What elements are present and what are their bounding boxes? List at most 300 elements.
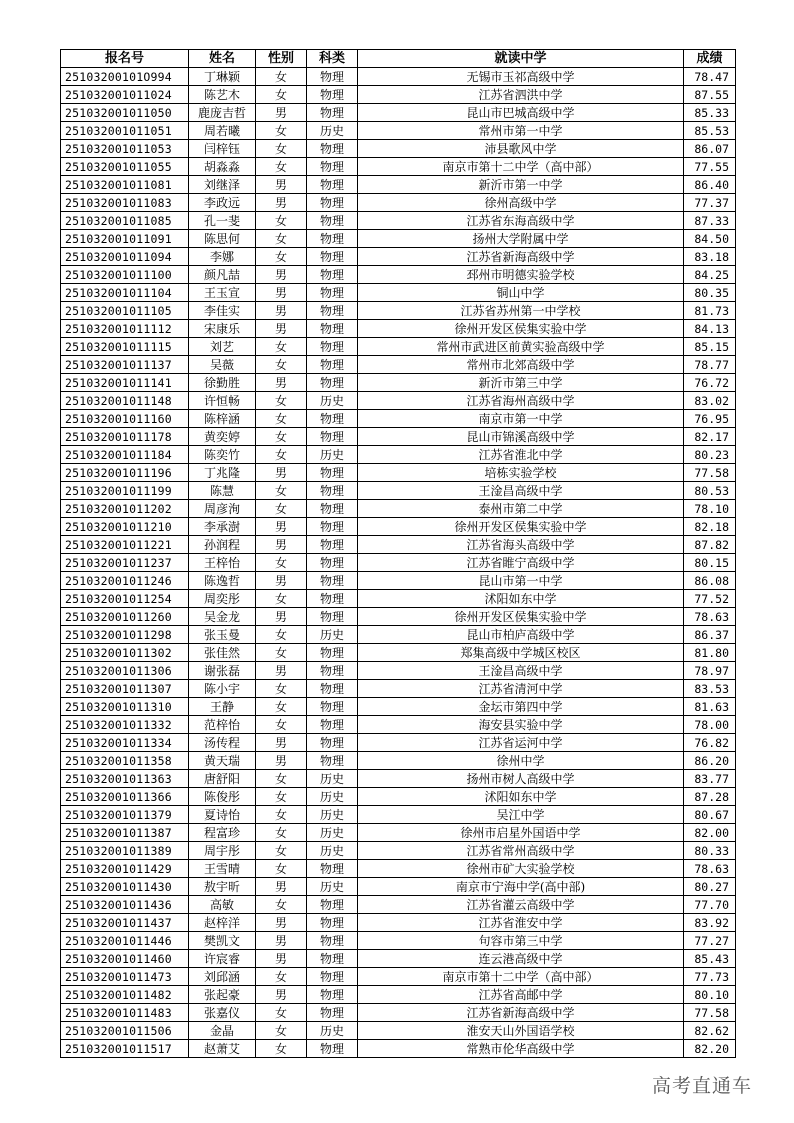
cell-score: 80.53 [684, 482, 736, 500]
cell-subject-track: 物理 [307, 356, 358, 374]
cell-score: 85.53 [684, 122, 736, 140]
cell-gender: 男 [256, 518, 307, 536]
table-row [61, 932, 736, 950]
cell-school: 常州市武进区前黄实验高级中学 [358, 338, 684, 356]
cell-name: 宋康乐 [189, 320, 256, 338]
cell-subject-track: 历史 [307, 806, 358, 824]
table-row [61, 1040, 736, 1058]
header-gender: 性别 [256, 50, 307, 68]
cell-subject-track: 物理 [307, 572, 358, 590]
cell-score: 85.43 [684, 950, 736, 968]
table-row [61, 86, 736, 104]
cell-registration-no: 251032001011446 [61, 932, 189, 950]
cell-score: 82.00 [684, 824, 736, 842]
cell-subject-track: 物理 [307, 932, 358, 950]
cell-name: 高敏 [189, 896, 256, 914]
cell-subject-track: 物理 [307, 302, 358, 320]
cell-school: 扬州市树人高级中学 [358, 770, 684, 788]
cell-subject-track: 物理 [307, 1004, 358, 1022]
table-row [61, 392, 736, 410]
cell-gender: 男 [256, 662, 307, 680]
table-row [61, 320, 736, 338]
cell-subject-track: 物理 [307, 68, 358, 86]
cell-gender: 女 [256, 968, 307, 986]
cell-registration-no: 251032001011332 [61, 716, 189, 734]
cell-gender: 女 [256, 482, 307, 500]
cell-name: 吴金龙 [189, 608, 256, 626]
cell-name: 唐舒阳 [189, 770, 256, 788]
cell-name: 敖宇昕 [189, 878, 256, 896]
table-row [61, 482, 736, 500]
cell-gender: 男 [256, 194, 307, 212]
cell-registration-no: 251032001011473 [61, 968, 189, 986]
cell-registration-no: 251032001011053 [61, 140, 189, 158]
cell-gender: 女 [256, 860, 307, 878]
cell-score: 83.53 [684, 680, 736, 698]
cell-gender: 男 [256, 104, 307, 122]
cell-score: 78.77 [684, 356, 736, 374]
cell-subject-track: 物理 [307, 464, 358, 482]
table-row [61, 536, 736, 554]
cell-school: 泰州市第二中学 [358, 500, 684, 518]
table-row [61, 716, 736, 734]
cell-subject-track: 物理 [307, 500, 358, 518]
cell-school: 常州市北郊高级中学 [358, 356, 684, 374]
table-row [61, 338, 736, 356]
cell-name: 陈奕竹 [189, 446, 256, 464]
cell-name: 樊凯文 [189, 932, 256, 950]
cell-school: 江苏省常州高级中学 [358, 842, 684, 860]
cell-gender: 男 [256, 464, 307, 482]
cell-registration-no: 251032001011148 [61, 392, 189, 410]
cell-school: 徐州中学 [358, 752, 684, 770]
cell-school: 扬州大学附属中学 [358, 230, 684, 248]
cell-name: 周若曦 [189, 122, 256, 140]
cell-school: 连云港高级中学 [358, 950, 684, 968]
table-row [61, 122, 736, 140]
table-row [61, 284, 736, 302]
cell-score: 82.20 [684, 1040, 736, 1058]
cell-registration-no: 251032001011298 [61, 626, 189, 644]
cell-name: 鹿庞吉哲 [189, 104, 256, 122]
cell-registration-no: 251032001011310 [61, 698, 189, 716]
cell-gender: 女 [256, 806, 307, 824]
cell-name: 陈梓涵 [189, 410, 256, 428]
cell-score: 78.97 [684, 662, 736, 680]
cell-gender: 女 [256, 500, 307, 518]
cell-gender: 女 [256, 716, 307, 734]
cell-score: 77.70 [684, 896, 736, 914]
table-row [61, 302, 736, 320]
table-row [61, 248, 736, 266]
cell-school: 句容市第三中学 [358, 932, 684, 950]
cell-score: 86.40 [684, 176, 736, 194]
cell-score: 82.62 [684, 1022, 736, 1040]
cell-school: 江苏省淮安中学 [358, 914, 684, 932]
cell-name: 许恒畅 [189, 392, 256, 410]
cell-gender: 女 [256, 590, 307, 608]
table-header-row [61, 50, 736, 68]
cell-score: 87.55 [684, 86, 736, 104]
cell-score: 86.20 [684, 752, 736, 770]
cell-name: 王玉宣 [189, 284, 256, 302]
cell-score: 77.55 [684, 158, 736, 176]
cell-subject-track: 物理 [307, 374, 358, 392]
cell-registration-no: 251032001011055 [61, 158, 189, 176]
cell-score: 77.58 [684, 1004, 736, 1022]
cell-name: 闫梓钰 [189, 140, 256, 158]
cell-subject-track: 物理 [307, 212, 358, 230]
cell-registration-no: 251032001011460 [61, 950, 189, 968]
cell-subject-track: 物理 [307, 194, 358, 212]
cell-school: 江苏省海头高级中学 [358, 536, 684, 554]
cell-school: 无锡市玉祁高级中学 [358, 68, 684, 86]
table-row [61, 68, 736, 86]
cell-subject-track: 物理 [307, 230, 358, 248]
cell-registration-no: 251032001011237 [61, 554, 189, 572]
cell-gender: 男 [256, 266, 307, 284]
cell-subject-track: 历史 [307, 842, 358, 860]
cell-gender: 女 [256, 86, 307, 104]
cell-school: 常州市第一中学 [358, 122, 684, 140]
cell-registration-no: 251032001011389 [61, 842, 189, 860]
cell-name: 周奕彤 [189, 590, 256, 608]
cell-score: 81.80 [684, 644, 736, 662]
table-row [61, 644, 736, 662]
table-row [61, 140, 736, 158]
cell-school: 江苏省运河中学 [358, 734, 684, 752]
cell-gender: 女 [256, 770, 307, 788]
cell-name: 丁琳颖 [189, 68, 256, 86]
cell-gender: 女 [256, 230, 307, 248]
cell-gender: 女 [256, 68, 307, 86]
cell-subject-track: 物理 [307, 158, 358, 176]
table-row [61, 464, 736, 482]
table-row [61, 410, 736, 428]
cell-registration-no: 251032001011160 [61, 410, 189, 428]
table-row [61, 104, 736, 122]
cell-gender: 男 [256, 932, 307, 950]
cell-school: 王淦昌高级中学 [358, 482, 684, 500]
cell-name: 孔一斐 [189, 212, 256, 230]
cell-registration-no: 251032001011517 [61, 1040, 189, 1058]
cell-registration-no: 251032001011202 [61, 500, 189, 518]
cell-school: 江苏省东海高级中学 [358, 212, 684, 230]
cell-subject-track: 历史 [307, 788, 358, 806]
cell-school: 南京市第一中学 [358, 410, 684, 428]
cell-school: 昆山市柏庐高级中学 [358, 626, 684, 644]
cell-subject-track: 物理 [307, 608, 358, 626]
table-row [61, 446, 736, 464]
cell-registration-no: 251032001011307 [61, 680, 189, 698]
cell-score: 87.28 [684, 788, 736, 806]
cell-gender: 男 [256, 176, 307, 194]
cell-gender: 女 [256, 428, 307, 446]
cell-gender: 女 [256, 1004, 307, 1022]
cell-school: 徐州开发区侯集实验中学 [358, 518, 684, 536]
cell-name: 李政远 [189, 194, 256, 212]
cell-score: 76.82 [684, 734, 736, 752]
table-row [61, 356, 736, 374]
cell-name: 范梓怡 [189, 716, 256, 734]
cell-registration-no: 251032001011260 [61, 608, 189, 626]
table-row [61, 572, 736, 590]
cell-score: 77.52 [684, 590, 736, 608]
cell-name: 徐勤胜 [189, 374, 256, 392]
cell-registration-no: 251032001011429 [61, 860, 189, 878]
cell-score: 78.00 [684, 716, 736, 734]
table-row [61, 734, 736, 752]
cell-registration-no: 251032001011178 [61, 428, 189, 446]
cell-subject-track: 物理 [307, 662, 358, 680]
cell-school: 金坛市第四中学 [358, 698, 684, 716]
cell-gender: 男 [256, 752, 307, 770]
cell-school: 徐州开发区侯集实验中学 [358, 320, 684, 338]
cell-score: 78.10 [684, 500, 736, 518]
cell-school: 江苏省睢宁高级中学 [358, 554, 684, 572]
cell-score: 83.02 [684, 392, 736, 410]
cell-registration-no: 251032001011387 [61, 824, 189, 842]
cell-subject-track: 物理 [307, 914, 358, 932]
cell-registration-no: 251032001011112 [61, 320, 189, 338]
cell-subject-track: 物理 [307, 140, 358, 158]
cell-school: 江苏省淮北中学 [358, 446, 684, 464]
cell-name: 张佳然 [189, 644, 256, 662]
cell-school: 淮安天山外国语学校 [358, 1022, 684, 1040]
cell-school: 昆山市第一中学 [358, 572, 684, 590]
cell-registration-no: 251032001011430 [61, 878, 189, 896]
cell-name: 谢张磊 [189, 662, 256, 680]
cell-name: 李娜 [189, 248, 256, 266]
cell-gender: 女 [256, 212, 307, 230]
cell-subject-track: 物理 [307, 482, 358, 500]
table-row [61, 608, 736, 626]
table-row [61, 878, 736, 896]
cell-registration-no: 251032001011221 [61, 536, 189, 554]
cell-school: 江苏省苏州第一中学校 [358, 302, 684, 320]
cell-name: 赵梓洋 [189, 914, 256, 932]
cell-subject-track: 物理 [307, 644, 358, 662]
table-row [61, 842, 736, 860]
cell-name: 许宸睿 [189, 950, 256, 968]
cell-name: 金晶 [189, 1022, 256, 1040]
cell-registration-no: 251032001011196 [61, 464, 189, 482]
cell-name: 王梓怡 [189, 554, 256, 572]
cell-school: 江苏省海州高级中学 [358, 392, 684, 410]
cell-registration-no: 251032001011199 [61, 482, 189, 500]
cell-score: 80.33 [684, 842, 736, 860]
watermark-text: 高考直通车 [652, 1075, 753, 1097]
cell-gender: 男 [256, 734, 307, 752]
cell-score: 80.10 [684, 986, 736, 1004]
cell-registration-no: 251032001011334 [61, 734, 189, 752]
table-row [61, 986, 736, 1004]
cell-subject-track: 历史 [307, 824, 358, 842]
cell-subject-track: 物理 [307, 950, 358, 968]
cell-score: 80.35 [684, 284, 736, 302]
cell-subject-track: 物理 [307, 716, 358, 734]
cell-name: 张玉曼 [189, 626, 256, 644]
table-row [61, 1004, 736, 1022]
cell-score: 82.17 [684, 428, 736, 446]
cell-school: 沭阳如东中学 [358, 590, 684, 608]
cell-subject-track: 物理 [307, 986, 358, 1004]
cell-gender: 女 [256, 158, 307, 176]
cell-registration-no: 251032001011366 [61, 788, 189, 806]
cell-gender: 男 [256, 320, 307, 338]
cell-school: 南京市第十二中学（高中部） [358, 968, 684, 986]
cell-gender: 女 [256, 842, 307, 860]
cell-gender: 女 [256, 698, 307, 716]
cell-name: 刘继泽 [189, 176, 256, 194]
table-row [61, 158, 736, 176]
cell-score: 85.15 [684, 338, 736, 356]
cell-gender: 男 [256, 572, 307, 590]
table-row [61, 752, 736, 770]
cell-subject-track: 历史 [307, 392, 358, 410]
cell-name: 陈艺木 [189, 86, 256, 104]
cell-registration-no: 251032001011081 [61, 176, 189, 194]
cell-name: 周彦洵 [189, 500, 256, 518]
cell-score: 86.37 [684, 626, 736, 644]
cell-school: 南京市宁海中学(高中部) [358, 878, 684, 896]
table-row [61, 662, 736, 680]
table-row [61, 824, 736, 842]
cell-school: 江苏省灌云高级中学 [358, 896, 684, 914]
cell-gender: 女 [256, 248, 307, 266]
table-row [61, 770, 736, 788]
cell-gender: 男 [256, 950, 307, 968]
table-row [61, 590, 736, 608]
cell-school: 沛县歌风中学 [358, 140, 684, 158]
cell-name: 刘邱涵 [189, 968, 256, 986]
cell-school: 沭阳如东中学 [358, 788, 684, 806]
table-row [61, 860, 736, 878]
cell-name: 丁兆隆 [189, 464, 256, 482]
cell-subject-track: 物理 [307, 284, 358, 302]
cell-registration-no: 251032001011105 [61, 302, 189, 320]
cell-subject-track: 历史 [307, 626, 358, 644]
cell-registration-no: 251032001011302 [61, 644, 189, 662]
table-row [61, 914, 736, 932]
cell-name: 王静 [189, 698, 256, 716]
cell-subject-track: 物理 [307, 266, 358, 284]
admission-score-table [60, 49, 736, 1058]
cell-score: 84.50 [684, 230, 736, 248]
cell-name: 胡淼淼 [189, 158, 256, 176]
cell-score: 86.07 [684, 140, 736, 158]
cell-school: 江苏省泗洪中学 [358, 86, 684, 104]
cell-subject-track: 历史 [307, 446, 358, 464]
cell-subject-track: 物理 [307, 518, 358, 536]
cell-registration-no: 251032001011051 [61, 122, 189, 140]
cell-subject-track: 物理 [307, 320, 358, 338]
cell-gender: 男 [256, 536, 307, 554]
cell-name: 陈逸哲 [189, 572, 256, 590]
cell-gender: 女 [256, 680, 307, 698]
cell-gender: 女 [256, 140, 307, 158]
header-name: 姓名 [189, 50, 256, 68]
cell-gender: 男 [256, 284, 307, 302]
cell-subject-track: 物理 [307, 698, 358, 716]
cell-gender: 女 [256, 446, 307, 464]
cell-school: 江苏省新海高级中学 [358, 1004, 684, 1022]
cell-school: 江苏省清河中学 [358, 680, 684, 698]
cell-subject-track: 物理 [307, 554, 358, 572]
cell-subject-track: 物理 [307, 536, 358, 554]
cell-school: 邳州市明德实验学校 [358, 266, 684, 284]
cell-name: 张嘉仪 [189, 1004, 256, 1022]
cell-gender: 男 [256, 914, 307, 932]
cell-registration-no: 251032001011506 [61, 1022, 189, 1040]
cell-registration-no: 251032001011024 [61, 86, 189, 104]
cell-registration-no: 251032001011437 [61, 914, 189, 932]
cell-registration-no: 251032001011436 [61, 896, 189, 914]
cell-name: 陈俊彤 [189, 788, 256, 806]
cell-gender: 女 [256, 338, 307, 356]
cell-registration-no: 251032001011115 [61, 338, 189, 356]
cell-registration-no: 251032001011083 [61, 194, 189, 212]
cell-score: 81.63 [684, 698, 736, 716]
table-row [61, 230, 736, 248]
cell-gender: 女 [256, 392, 307, 410]
cell-gender: 男 [256, 608, 307, 626]
cell-score: 77.58 [684, 464, 736, 482]
cell-school: 铜山中学 [358, 284, 684, 302]
cell-registration-no: 251032001011094 [61, 248, 189, 266]
cell-score: 85.33 [684, 104, 736, 122]
cell-registration-no: 251032001011483 [61, 1004, 189, 1022]
table-body [61, 68, 736, 1058]
cell-name: 刘艺 [189, 338, 256, 356]
cell-registration-no: 251032001011363 [61, 770, 189, 788]
cell-gender: 女 [256, 410, 307, 428]
cell-score: 78.63 [684, 608, 736, 626]
header-subject-track: 科类 [307, 50, 358, 68]
cell-subject-track: 历史 [307, 1022, 358, 1040]
cell-school: 吴江中学 [358, 806, 684, 824]
cell-score: 80.23 [684, 446, 736, 464]
table-row [61, 266, 736, 284]
cell-registration-no: 251032001011306 [61, 662, 189, 680]
cell-score: 84.25 [684, 266, 736, 284]
table-row [61, 176, 736, 194]
cell-subject-track: 物理 [307, 860, 358, 878]
cell-name: 吴薇 [189, 356, 256, 374]
cell-score: 83.77 [684, 770, 736, 788]
cell-name: 夏诗怡 [189, 806, 256, 824]
cell-score: 86.08 [684, 572, 736, 590]
cell-subject-track: 物理 [307, 104, 358, 122]
cell-score: 78.47 [684, 68, 736, 86]
cell-score: 82.18 [684, 518, 736, 536]
header-score: 成绩 [684, 50, 736, 68]
cell-subject-track: 物理 [307, 410, 358, 428]
cell-gender: 女 [256, 626, 307, 644]
cell-score: 77.37 [684, 194, 736, 212]
cell-subject-track: 物理 [307, 1040, 358, 1058]
cell-score: 80.15 [684, 554, 736, 572]
cell-score: 76.95 [684, 410, 736, 428]
table-row [61, 896, 736, 914]
cell-name: 程富珍 [189, 824, 256, 842]
cell-registration-no: 251032001011184 [61, 446, 189, 464]
cell-subject-track: 物理 [307, 590, 358, 608]
cell-name: 陈小宇 [189, 680, 256, 698]
table-row [61, 500, 736, 518]
cell-subject-track: 物理 [307, 176, 358, 194]
cell-subject-track: 物理 [307, 752, 358, 770]
